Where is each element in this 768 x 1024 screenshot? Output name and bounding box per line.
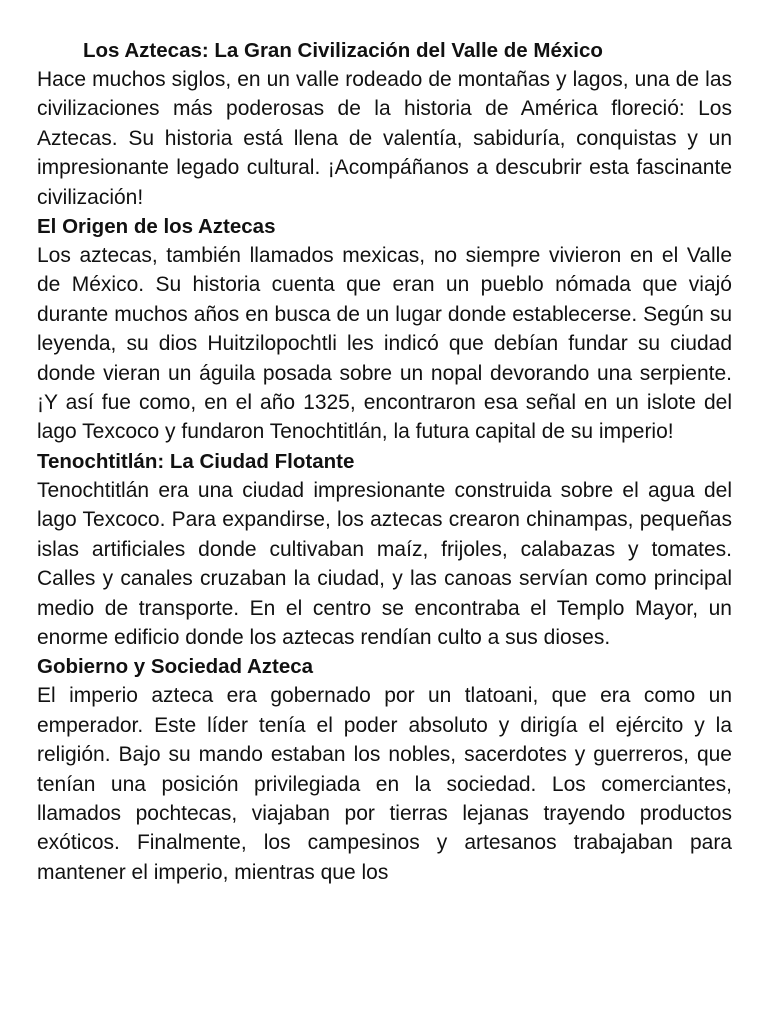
section-heading-gobierno: Gobierno y Sociedad Azteca — [37, 655, 314, 679]
section-heading-origen: El Origen de los Aztecas — [37, 215, 276, 239]
document-title: Los Aztecas: La Gran Civilización del Valle de México — [83, 39, 603, 62]
section-body-origen: Los aztecas, también llamados mexicas, no siempre vivieron en el Valle de México. Su historia cuenta que eran un pueblo nómada que viajó durante muchos años en busca de un lugar donde establecerse. Según su leyenda, su dios Huitzilopochtli les indicó que debían fundar su ciudad donde vieran un águila posada sobre un nopal devorando una serpiente. ¡Y así fue como, en el año 1325, encontraron esa señal en un islote del lago Texcoco y fundaron Tenochtitlán, la futura capital de su imperio! — [37, 244, 732, 444]
section-heading-tenochtitlan: Tenochtitlán: La Ciudad Flotante — [37, 449, 355, 473]
section-body-gobierno: El imperio azteca era gobernado por un tlatoani, que era como un emperador. Este líder tenía el poder absoluto y dirigía el ejército y la religión. Bajo su mando estaban los nobles, sacerdotes y guerreros, que tenían una posición privilegiada en la sociedad. Los comerciantes, llamados pochtecas, viajaban por tierras lejanas trayendo productos exóticos. Finalmente, los campesinos y artesanos trabajaban para mantener el imperio, mientras que los — [37, 684, 732, 884]
section-body-tenochtitlan: Tenochtitlán era una ciudad impresionante construida sobre el agua del lago Texcoco. Para expandirse, los aztecas crearon chinampas, pequeñas islas artificiales donde cultivaban maíz, frijoles, calabazas y tomates. Calles y canales cruzaban la ciudad, y las canoas servían como principal medio de transporte. En el centro se encontraba el Templo Mayor, un enorme edificio donde los aztecas rendían culto a sus dioses. — [37, 478, 732, 649]
intro-paragraph: Hace muchos siglos, en un valle rodeado de montañas y lagos, una de las civilizaciones más poderosas de la historia de América floreció: Los Aztecas. Su historia está llena de valentía, sabiduría, conquistas y un impresionante legado cultural. ¡Acompáñanos a descubrir esta fascinante civilización! — [37, 68, 732, 209]
